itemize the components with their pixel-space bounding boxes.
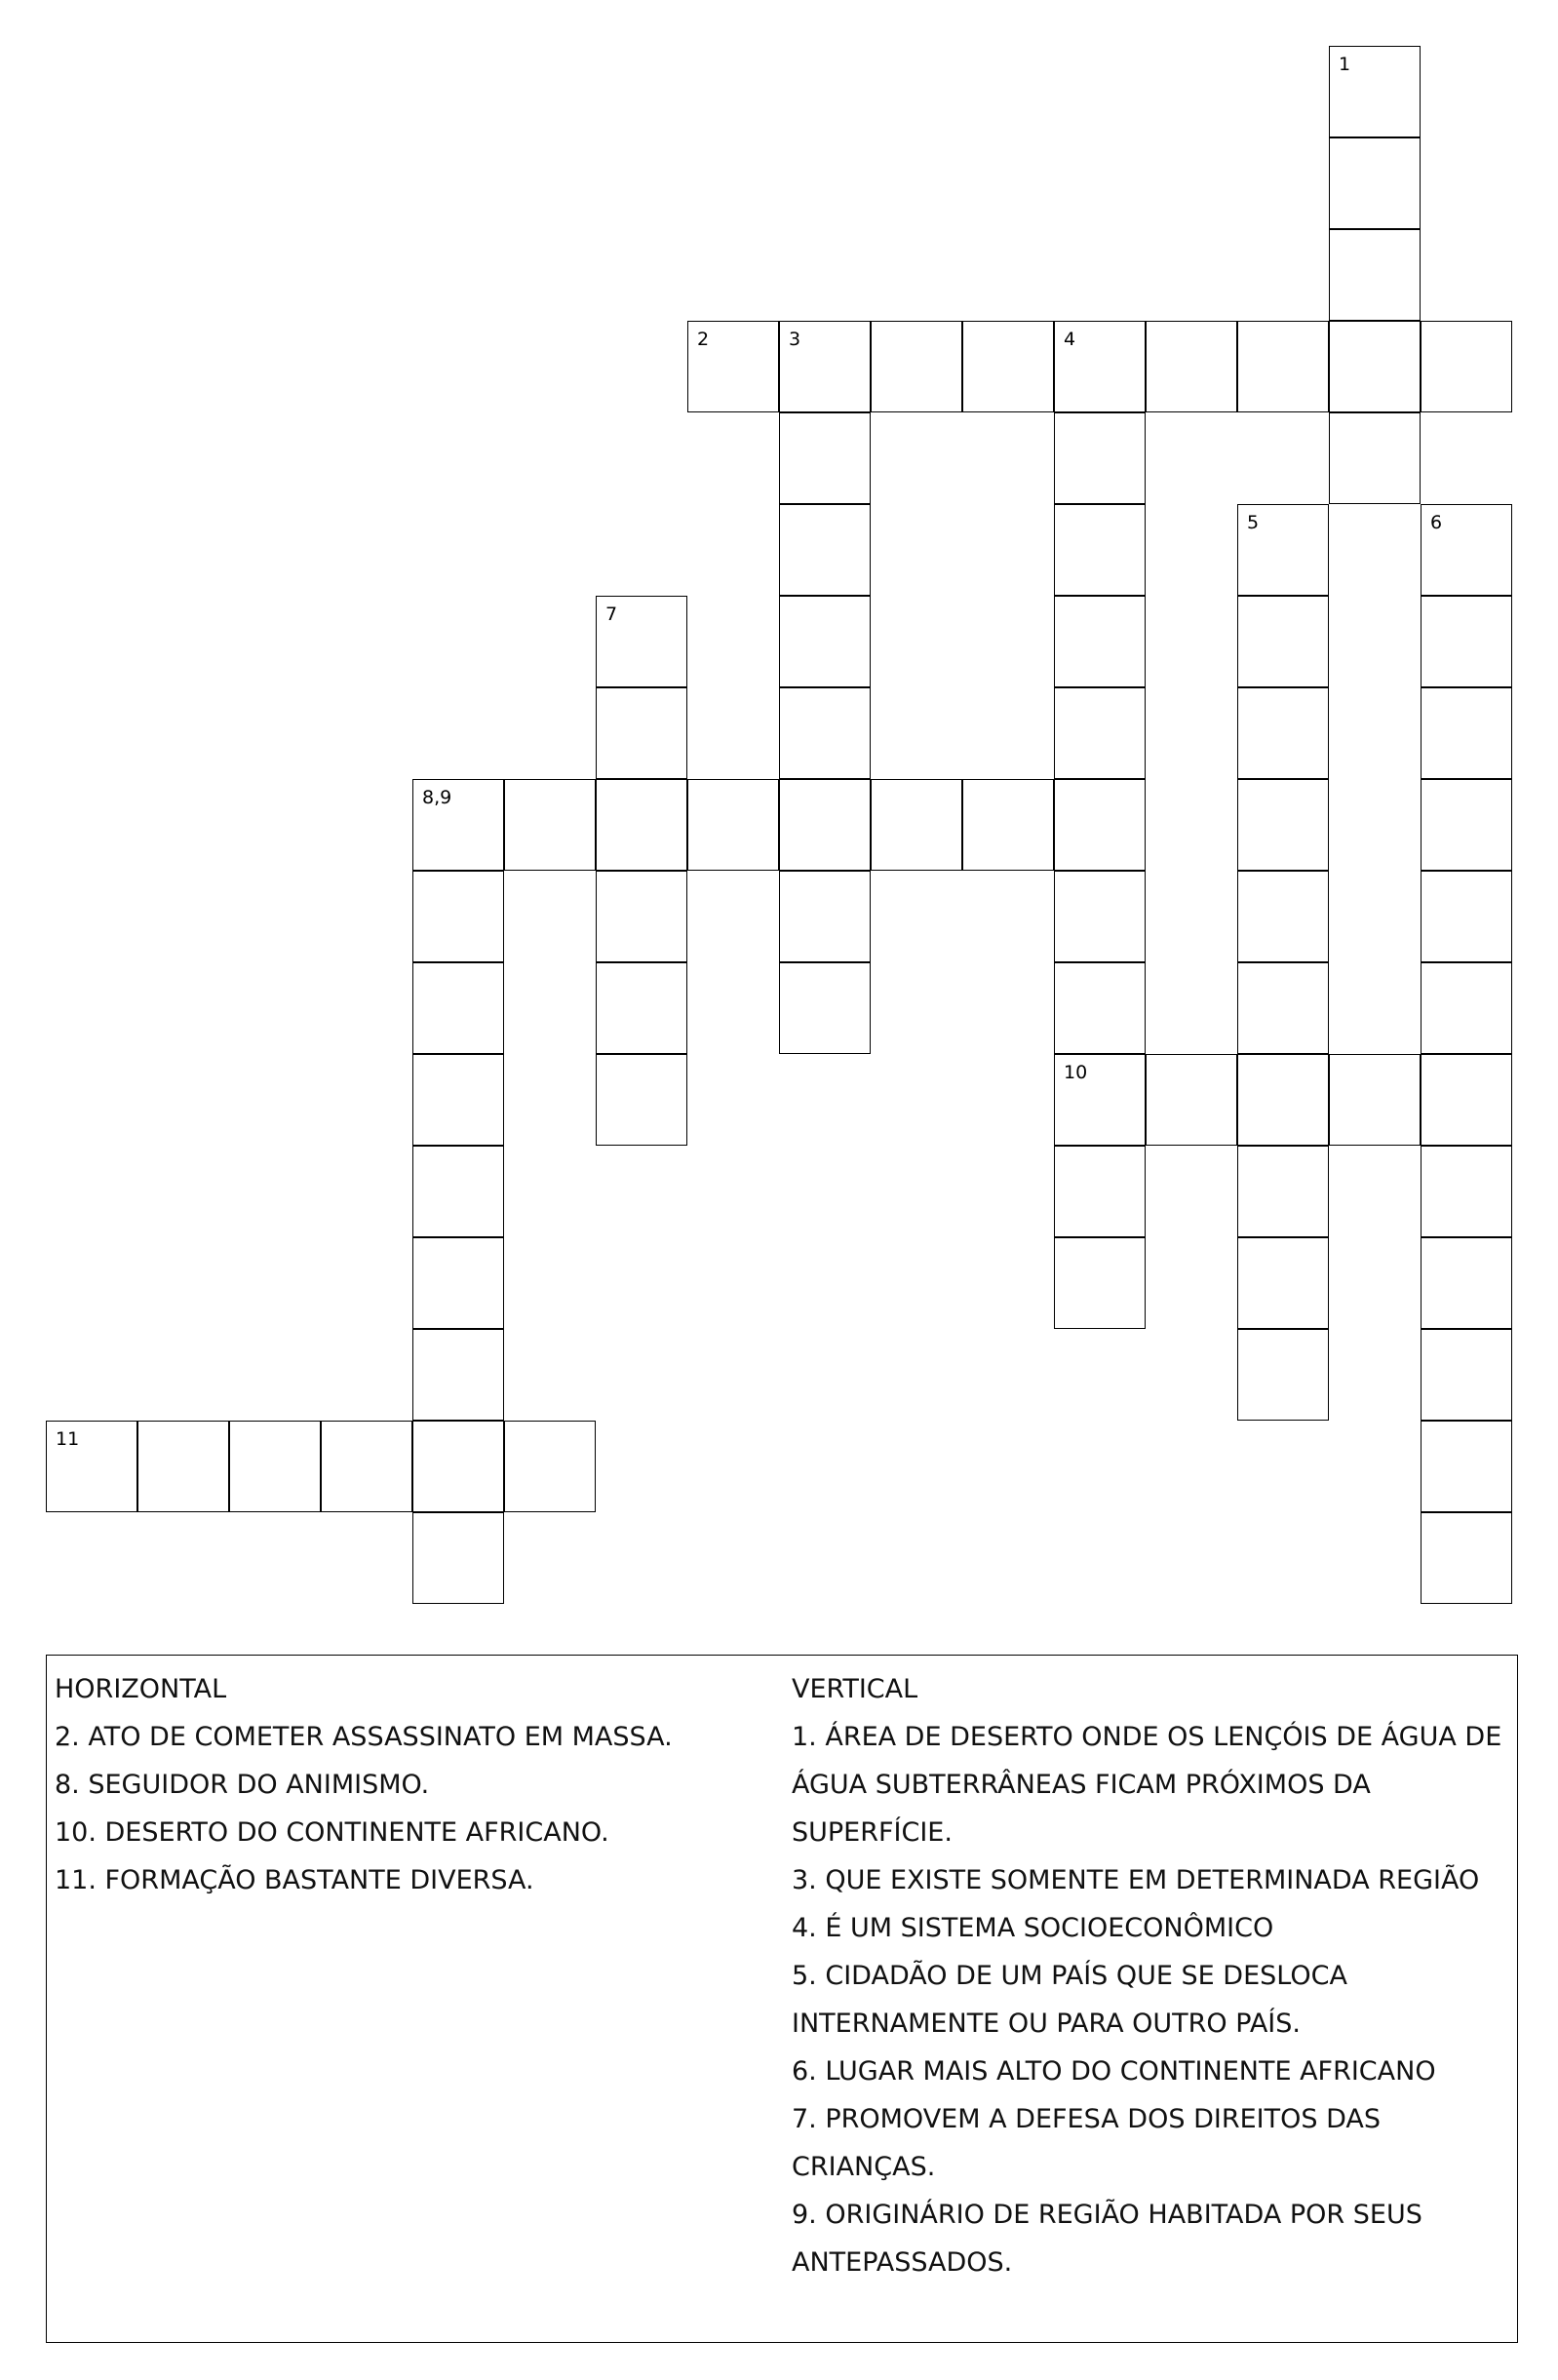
crossword-cell[interactable] [1421, 962, 1512, 1054]
clue-line: 5. CIDADÃO DE UM PAÍS QUE SE DESLOCA [792, 1961, 1347, 1991]
clue-line: 10. DESERTO DO CONTINENTE AFRICANO. [55, 1817, 609, 1848]
clues-box [46, 1655, 1518, 2343]
clue-line: 7. PROMOVEM A DEFESA DOS DIREITOS DAS [792, 2104, 1381, 2134]
crossword-cell[interactable] [1237, 687, 1329, 779]
clue-number: 8,9 [422, 787, 452, 808]
crossword-cell[interactable] [1146, 1054, 1237, 1146]
crossword-cell[interactable] [1329, 412, 1421, 504]
clue-line: 8. SEGUIDOR DO ANIMISMO. [55, 1770, 430, 1800]
crossword-cell[interactable] [1237, 1329, 1329, 1421]
crossword-cell[interactable] [412, 1421, 504, 1512]
crossword-cell[interactable] [1054, 779, 1146, 871]
crossword-cell[interactable] [687, 321, 779, 412]
crossword-cell[interactable] [412, 962, 504, 1054]
crossword-cell[interactable] [779, 321, 871, 412]
crossword-cell[interactable] [962, 779, 1054, 871]
crossword-cell[interactable] [137, 1421, 229, 1512]
crossword-cell[interactable] [1329, 1054, 1421, 1146]
crossword-cell[interactable] [1421, 779, 1512, 871]
crossword-cell[interactable] [1421, 1512, 1512, 1604]
horizontal-clues [55, 1665, 776, 1904]
crossword-cell[interactable] [596, 1054, 687, 1146]
horizontal-heading: HORIZONTAL [55, 1674, 227, 1704]
crossword-cell[interactable] [229, 1421, 321, 1512]
clue-line: 4. É UM SISTEMA SOCIOECONÔMICO [792, 1913, 1274, 1943]
crossword-cell[interactable] [1421, 687, 1512, 779]
clue-number: 11 [56, 1428, 80, 1450]
clue-line: ANTEPASSADOS. [792, 2247, 1013, 2278]
crossword-cell[interactable] [779, 412, 871, 504]
crossword-cell[interactable] [1146, 321, 1237, 412]
crossword-cell[interactable] [1329, 229, 1421, 321]
clue-line: SUPERFÍCIE. [792, 1817, 953, 1848]
crossword-cell[interactable] [1237, 596, 1329, 687]
crossword-cell[interactable] [1421, 321, 1512, 412]
clue-line: 3. QUE EXISTE SOMENTE EM DETERMINADA REGIÃO [792, 1865, 1480, 1895]
crossword-cell[interactable] [687, 779, 779, 871]
crossword-cell[interactable] [412, 1054, 504, 1146]
crossword-cell[interactable] [779, 962, 871, 1054]
crossword-cell[interactable] [1054, 504, 1146, 596]
crossword-cell[interactable] [1237, 1237, 1329, 1329]
clue-number: 3 [789, 329, 801, 350]
clue-number: 6 [1430, 512, 1443, 533]
crossword-cell[interactable] [1421, 596, 1512, 687]
crossword-cell[interactable] [871, 779, 962, 871]
crossword-cell[interactable] [1421, 504, 1512, 596]
crossword-cell[interactable] [871, 321, 962, 412]
crossword-cell[interactable] [596, 687, 687, 779]
clue-line: ÁGUA SUBTERRÂNEAS FICAM PRÓXIMOS DA [792, 1770, 1371, 1800]
crossword-cell[interactable] [1237, 871, 1329, 962]
crossword-cell[interactable] [412, 1146, 504, 1237]
crossword-cell[interactable] [1054, 1146, 1146, 1237]
crossword-cell[interactable] [1054, 1054, 1146, 1146]
crossword-cell[interactable] [1421, 1237, 1512, 1329]
crossword-cell[interactable] [412, 1512, 504, 1604]
vertical-heading: VERTICAL [792, 1674, 918, 1704]
crossword-cell[interactable] [504, 779, 596, 871]
crossword-cell[interactable] [596, 779, 687, 871]
crossword-cell[interactable] [1329, 321, 1421, 412]
clue-line: 6. LUGAR MAIS ALTO DO CONTINENTE AFRICANO [792, 2056, 1436, 2087]
crossword-cell[interactable] [46, 1421, 137, 1512]
crossword-cell[interactable] [1054, 1237, 1146, 1329]
crossword-cell[interactable] [1054, 596, 1146, 687]
clue-number: 10 [1064, 1062, 1088, 1083]
clue-line: 1. ÁREA DE DESERTO ONDE OS LENÇÓIS DE ÁGUA DE [792, 1722, 1502, 1752]
crossword-cell[interactable] [1054, 321, 1146, 412]
clue-number: 2 [697, 329, 710, 350]
crossword-cell[interactable] [596, 871, 687, 962]
crossword-cell[interactable] [779, 504, 871, 596]
clue-line: 9. ORIGINÁRIO DE REGIÃO HABITADA POR SEUS [792, 2200, 1422, 2230]
crossword-cell[interactable] [779, 779, 871, 871]
crossword-cell[interactable] [1421, 1421, 1512, 1512]
clue-line: 11. FORMAÇÃO BASTANTE DIVERSA. [55, 1865, 534, 1895]
crossword-cell[interactable] [412, 779, 504, 871]
crossword-cell[interactable] [1237, 504, 1329, 596]
crossword-cell[interactable] [1054, 412, 1146, 504]
crossword-cell[interactable] [779, 871, 871, 962]
crossword-cell[interactable] [1421, 1146, 1512, 1237]
crossword-cell[interactable] [1421, 871, 1512, 962]
crossword-cell[interactable] [1237, 962, 1329, 1054]
clue-line: INTERNAMENTE OU PARA OUTRO PAÍS. [792, 2009, 1301, 2039]
crossword-cell[interactable] [1237, 321, 1329, 412]
crossword-cell[interactable] [412, 1237, 504, 1329]
crossword-cell[interactable] [596, 962, 687, 1054]
clue-number: 5 [1247, 512, 1260, 533]
clue-line: CRIANÇAS. [792, 2152, 936, 2182]
clue-number: 1 [1339, 54, 1351, 75]
crossword-cell[interactable] [779, 596, 871, 687]
crossword-cell[interactable] [1421, 1054, 1512, 1146]
crossword-cell[interactable] [412, 871, 504, 962]
crossword-cell[interactable] [962, 321, 1054, 412]
crossword-cell[interactable] [596, 596, 687, 687]
clue-line: 2. ATO DE COMETER ASSASSINATO EM MASSA. [55, 1722, 673, 1752]
crossword-cell[interactable] [321, 1421, 412, 1512]
crossword-cell[interactable] [1329, 137, 1421, 229]
crossword-cell[interactable] [1054, 962, 1146, 1054]
crossword-cell[interactable] [1237, 1054, 1329, 1146]
crossword-cell[interactable] [1237, 779, 1329, 871]
crossword-cell[interactable] [1329, 46, 1421, 137]
crossword-cell[interactable] [779, 687, 871, 779]
crossword-cell[interactable] [504, 1421, 596, 1512]
crossword-cell[interactable] [1054, 871, 1146, 962]
vertical-clues [792, 1665, 1513, 2286]
clue-number: 7 [605, 604, 618, 625]
clue-number: 4 [1064, 329, 1076, 350]
crossword-cell[interactable] [1421, 1329, 1512, 1421]
crossword-cell[interactable] [1054, 687, 1146, 779]
crossword-cell[interactable] [412, 1329, 504, 1421]
crossword-cell[interactable] [1237, 1146, 1329, 1237]
